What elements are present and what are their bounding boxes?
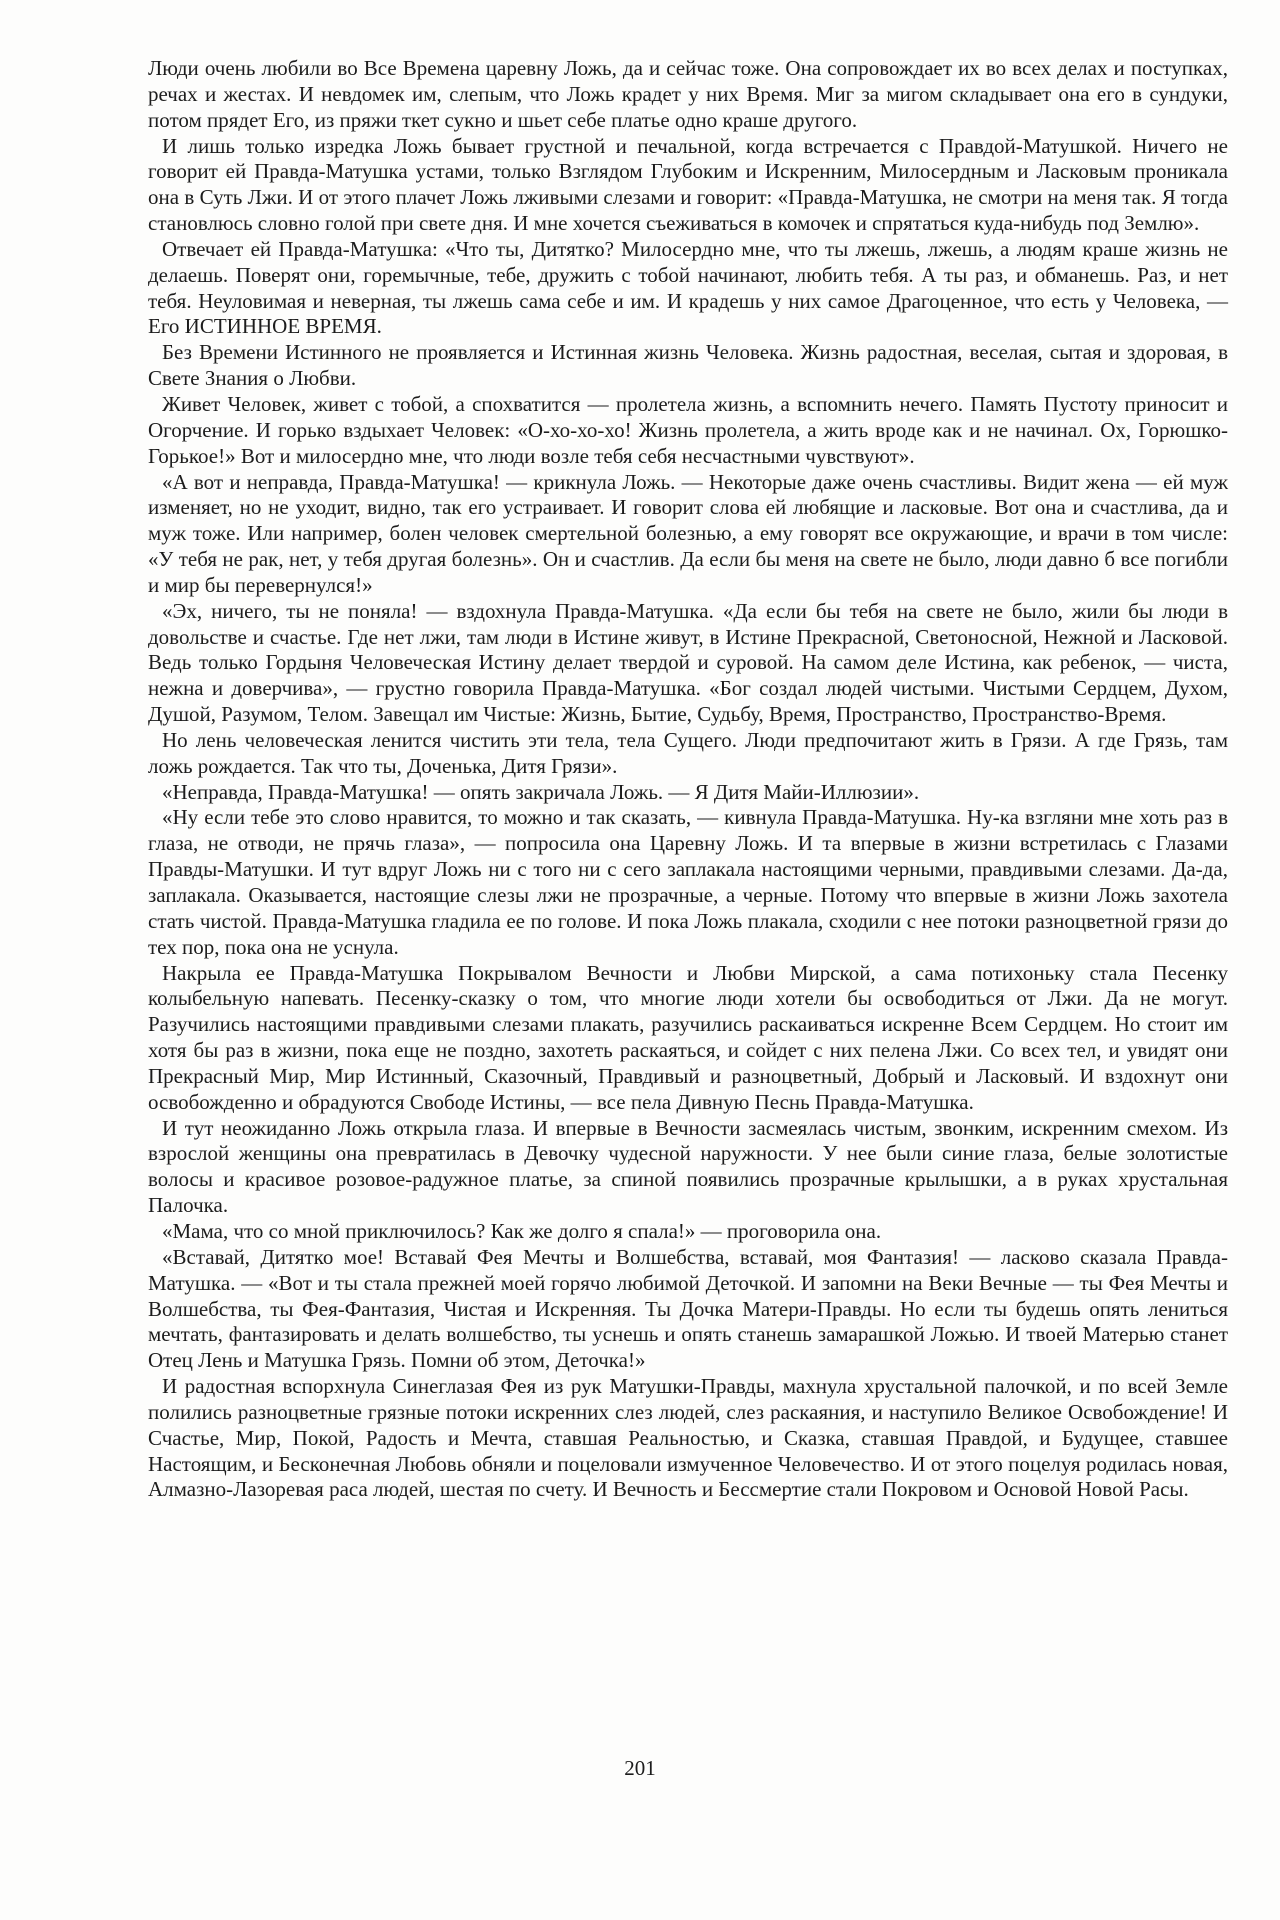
paragraph: Без Времени Истинного не проявляется и Истинная жизнь Человека. Жизнь радостная, веселая, сытая и здоровая, в Свете Знания о Любви. — [148, 340, 1228, 391]
paragraph: «Мама, что со мной приключилось? Как же долго я спала!» — проговорила она. — [162, 1218, 882, 1243]
paragraph: «Вставай, Дитятко мое! Вставай Фея Мечты и Волшебства, вставай, моя Фантазия! — ласково сказала Правда-Матушка. — «Вот и ты стала прежней моей горячо любимой Деточкой. И запомни на Веки Вечные — ты Фея Мечты и Волшебства, ты Фея-Фантазия, Чистая и Искренняя. Ты Дочка Матери-Правды. Но если ты будешь опять лениться мечтать, фантазировать и делать волшебство, ты уснешь и опять станешь замарашкой Ложью. И твоей Матерью станет Отец Лень и Матушка Грязь. Помни об этом, Деточка!» — [148, 1244, 1228, 1373]
paragraph: Отвечает ей Правда-Матушка: «Что ты, Дитятко? Милосердно мне, что ты лжешь, лжешь, а людям краше жизнь не делаешь. Поверят они, горемычные, тебе, дружить с тобой начинают, любить тебя. А ты раз, и обманешь. Раз, и нет тебя. Неуловимая и неверная, ты лжешь сама себе и им. И крадешь у них самое Драгоценное, что есть у Человека, — Его ИСТИННОЕ ВРЕМЯ. — [148, 236, 1228, 339]
paragraph: Но лень человеческая ленится чистить эти тела, тела Сущего. Люди предпочитают жить в Грязи. А где Грязь, там ложь рождается. Так что ты, Доченька, Дитя Грязи». — [148, 727, 1228, 778]
paragraph: «Ну если тебе это слово нравится, то можно и так сказать, — кивнула Правда-Матушка. Ну-ка взгляни мне хоть раз в глаза, не отводи, не прячь глаза», — попросила она Царевну Ложь. И та впервые в жизни встретилась с Глазами Правды-Матушки. И тут вдруг Ложь ни с того ни с сего заплакала настоящими черными, правдивыми слезами. Да-да, заплакала. Оказывается, настоящие слезы лжи не прозрачные, а черные. Потому что впервые в жизни Ложь захотела стать чистой. Правда-Матушка гладила ее по голове. И пока Ложь плакала, сходили с нее потоки разноцветной грязи до тех пор, пока она не уснула. — [148, 805, 1228, 959]
paragraph: Люди очень любили во Все Времена царевну Ложь, да и сейчас тоже. Она сопровождает их во всех делах и поступках, речах и жестах. И невдомек им, слепым, что Ложь крадет у них Время. Миг за мигом складывает она его в сундуки, потом прядет Его, из пряжи ткет сукно и шьет себе платье одно краше другого. — [148, 56, 1228, 132]
paragraph: И лишь только изредка Ложь бывает грустной и печальной, когда встречается с Правдой-Матушкой. Ничего не говорит ей Правда-Матушка устами, только Взглядом Глубоким и Искренним, Милосердным и Ласковым проникала она в Суть Лжи. И от этого плачет Ложь лживыми слезами и говорит: «Правда-Матушка, не смотри на меня так. Я тогда становлюсь словно голой при свете дня. И мне хочется съеживаться в комочек и спрятаться куда-нибудь под Землю». — [148, 133, 1228, 236]
paragraph: И тут неожиданно Ложь открыла глаза. И впервые в Вечности засмеялась чистым, звонким, искренним смехом. Из взрослой женщины она превратилась в Девочку чудесной наружности. У нее были синие глаза, белые золотистые волосы и красивое розовое-радужное платье, за спиной появились прозрачные крылышки, а в руках хрустальная Палочка. — [148, 1115, 1228, 1218]
paragraph: «А вот и неправда, Правда-Матушка! — крикнула Ложь. — Некоторые даже очень счастливы. Видит жена — ей муж изменяет, но не уходит, видно, так его устраивает. И говорит слова ей любящие и ласковые. Вот она и счастлива, да и муж тоже. Или например, болен человек смертельной болезнью, а ему говорят все окружающие, и врачи в том числе: «У тебя не рак, нет, у тебя другая болезнь». Он и счастлив. Да если бы меня на свете не было, люди давно б все погибли и мир бы перевернулся!» — [148, 469, 1228, 597]
paragraph: «Эх, ничего, ты не поняла! — вздохнула Правда-Матушка. «Да если бы тебя на свете не было, жили бы люди в довольстве и счастье. Где нет лжи, там люди в Истине живут, в Истине Прекрасной, Светоносной, Нежной и Ласковой. Ведь только Гордыня Человеческая Истину делает твердой и суровой. На самом деле Истина, как ребенок, — чиста, нежна и доверчива», — грустно говорила Правда-Матушка. «Бог создал людей чистыми. Чистыми Сердцем, Духом, Душой, Разумом, Телом. Завещал им Чистые: Жизнь, Бытие, Судьбу, Время, Пространство, Пространство-Время. — [148, 598, 1228, 727]
paragraph: «Неправда, Правда-Матушка! — опять закричала Ложь. — Я Дитя Майи-Иллюзии». — [162, 779, 920, 804]
page-text — [148, 56, 1228, 1503]
paragraph: И радостная вспорхнула Синеглазая Фея из рук Матушки-Правды, махнула хрустальной палочкой, и по всей Земле полились разноцветные грязные потоки искренних слез людей, слез раскаяния, и наступило Великое Освобождение! И Счастье, Мир, Покой, Радость и Мечта, ставшая Реальностью, и Сказка, ставшая Правдой, и Будущее, ставшее Настоящим, и Бесконечная Любовь обняли и поцеловали измученное Человечество. И от этого поцелуя родилась новая, Алмазно-Лазоревая раса людей, шестая по счету. И Вечность и Бессмертие стали Покровом и Основой Новой Расы. — [148, 1374, 1228, 1502]
page-number: 201 — [624, 1756, 656, 1780]
paragraph: Живет Человек, живет с тобой, а спохватится — пролетела жизнь, а вспомнить нечего. Память Пустоту приносит и Огорчение. И горько вздыхает Человек: «О-хо-хо-хо! Жизнь пролетела, а жить вроде как и не начинал. Ох, Горюшко-Горькое!» Вот и милосердно мне, что люди возле тебя себя несчастными чувствуют». — [148, 391, 1228, 468]
paragraph: Накрыла ее Правда-Матушка Покрывалом Вечности и Любви Мирской, а сама потихоньку стала Песенку колыбельную напевать. Песенку-сказку о том, что многие люди хотели бы освободиться от Лжи. Да не могут. Разучились настоящими правдивыми слезами плакать, разучились раскаиваться искренне Всем Сердцем. Но стоит им хотя бы раз в жизни, пока еще не поздно, захотеть раскаяться, и сойдет с них пелена Лжи. Со всех тел, и увидят они Прекрасный Мир, Мир Истинный, Сказочный, Правдивый и разноцветный, Добрый и Ласковый. И вздохнут они освобожденно и обрадуются Свободе Истины, — все пела Дивную Песнь Правда-Матушка. — [148, 960, 1228, 1114]
